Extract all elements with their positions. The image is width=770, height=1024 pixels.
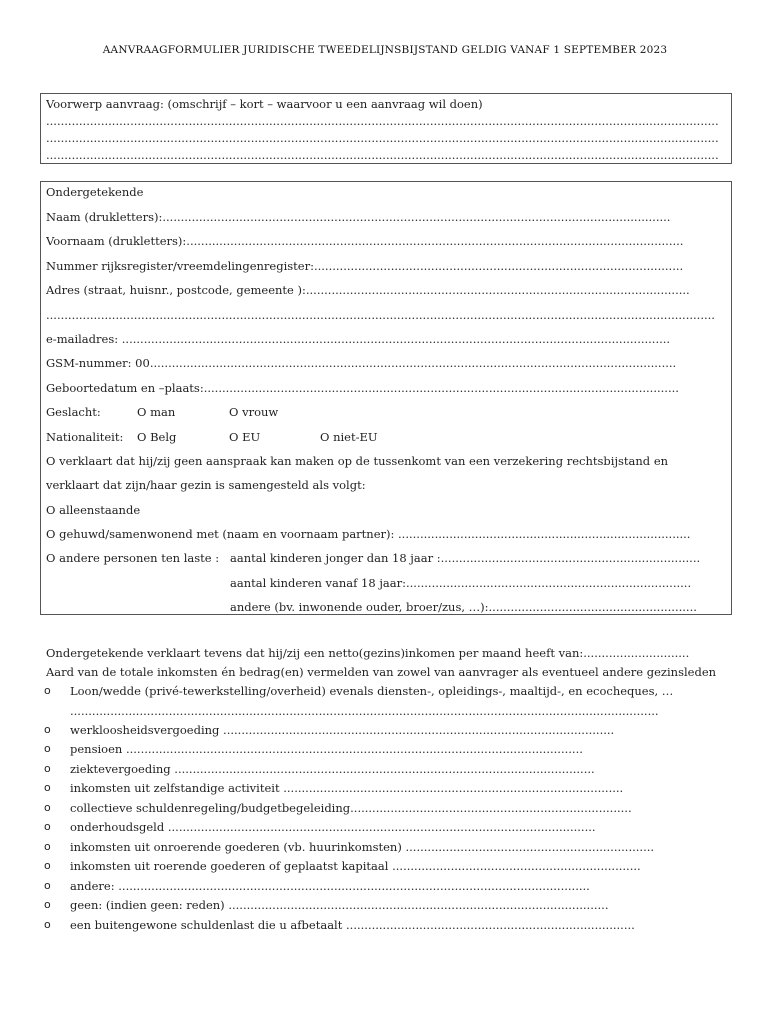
gender-label: Geslacht: [46, 405, 101, 419]
email-field[interactable]: e-mailadres: ...................................................................................................................................................... [46, 332, 671, 346]
undersigned-heading: Ondergetekende [46, 185, 144, 199]
income-item-capital[interactable]: inkomsten uit roerende goederen of geplaatst kapitaal .................................................................... [70, 859, 641, 873]
income-item-sickness[interactable]: ziektevergoeding ................................................................................................................... [70, 762, 595, 776]
married-option[interactable]: O gehuwd/samenwonend met (naam en voornaam partner): ................................................................................ [46, 527, 691, 541]
insurance-declaration[interactable]: O verklaart dat hij/zij geen aanspraak kan maken op de tussenkomt van een verzekering rechtsbijstand en [46, 454, 669, 468]
bullet-icon: o [44, 723, 51, 736]
gender-man-option[interactable]: O man [137, 405, 176, 419]
bullet-icon: o [44, 801, 51, 814]
request-object-label: Voorwerp aanvraag: (omschrijf – kort – waarvoor u een aanvraag wil doen) [46, 97, 483, 111]
income-item-wage-line[interactable]: ................................................................................................................................................................. [70, 704, 659, 718]
income-item-unemployment[interactable]: werkloosheidsvergoeding ........................................................................................................... [70, 723, 615, 737]
firstname-field[interactable]: Voornaam (drukletters):........................................................................................................................................ [46, 234, 684, 248]
kids-18-plus-field[interactable]: aantal kinderen vanaf 18 jaar:.............................................................................. [230, 576, 692, 590]
household-declaration: verklaart dat zijn/haar gezin is samengesteld als volgt: [46, 478, 366, 492]
address-field-line-2[interactable]: ....................................................................................................................................................................................... [46, 308, 715, 322]
page-title: AANVRAAGFORMULIER JURIDISCHE TWEEDELIJNSBIJSTAND GELDIG VANAF 1 SEPTEMBER 2023 [102, 44, 668, 56]
income-instruction: Aard van de totale inkomsten én bedrag(en) vermelden van zowel van aanvrager als eventueel andere gezinsleden [46, 665, 717, 679]
income-item-none[interactable]: geen: (indien geen: reden) ........................................................................................................ [70, 898, 609, 912]
nationality-non-eu-option[interactable]: O niet-EU [320, 430, 378, 444]
bullet-icon: o [44, 859, 51, 872]
income-item-alimony[interactable]: onderhoudsgeld ..................................................................................................................... [70, 820, 596, 834]
register-number-field[interactable]: Nummer rijksregister/vreemdelingenregister:..................................................................................................... [46, 259, 684, 273]
bullet-icon: o [44, 918, 51, 931]
nationality-eu-option[interactable]: O EU [229, 430, 261, 444]
bullet-icon: o [44, 742, 51, 755]
income-item-pension[interactable]: pensioen ............................................................................................................................. [70, 742, 583, 756]
request-object-line-3[interactable]: ........................................................................................................................................................................................ [46, 148, 719, 162]
income-item-self-employed[interactable]: inkomsten uit zelfstandige activiteit ............................................................................................. [70, 781, 624, 795]
dependents-option[interactable]: O andere personen ten laste : [46, 551, 220, 565]
request-object-line-2[interactable]: ........................................................................................................................................................................................ [46, 131, 719, 145]
income-item-real-estate[interactable]: inkomsten uit onroerende goederen (vb. huurinkomsten) .................................................................... [70, 840, 655, 854]
single-option[interactable]: O alleenstaande [46, 503, 141, 517]
bullet-icon: o [44, 840, 51, 853]
gsm-field[interactable]: GSM-nummer: 00................................................................................................................................................ [46, 356, 677, 370]
request-object-line-1[interactable]: ........................................................................................................................................................................................ [46, 114, 719, 128]
gender-woman-option[interactable]: O vrouw [229, 405, 279, 419]
name-field[interactable]: Naam (drukletters):........................................................................................................................................... [46, 210, 671, 224]
bullet-icon: o [44, 820, 51, 833]
income-item-other[interactable]: andere: ................................................................................................................................. [70, 879, 590, 893]
bullet-icon: o [44, 879, 51, 892]
birth-field[interactable]: Geboortedatum en –plaats:.................................................................................................................................. [46, 381, 679, 395]
income-item-wage[interactable]: Loon/wedde (privé-tewerkstelling/overheid) evenals diensten-, opleidings-, maaltijd-, en ecocheques, … [70, 684, 674, 698]
other-dependents-field[interactable]: andere (bv. inwonende ouder, broer/zus, …):......................................................... [230, 600, 697, 614]
bullet-icon: o [44, 762, 51, 775]
nationality-label: Nationaliteit: [46, 430, 124, 444]
bullet-icon: o [44, 898, 51, 911]
net-income-declaration[interactable]: Ondergetekende verklaart tevens dat hij/zij een netto(gezins)inkomen per maand heeft van:............................. [46, 646, 690, 660]
income-item-debt-settlement[interactable]: collectieve schuldenregeling/budgetbegeleiding............................................................................. [70, 801, 632, 815]
address-field[interactable]: Adres (straat, huisnr., postcode, gemeente ):......................................................................................................... [46, 283, 690, 297]
nationality-belg-option[interactable]: O Belg [137, 430, 177, 444]
income-item-extra-debt[interactable]: een buitengewone schuldenlast die u afbetaalt ............................................................................... [70, 918, 635, 932]
bullet-icon: o [44, 781, 51, 794]
kids-under-18-field[interactable]: aantal kinderen jonger dan 18 jaar :....................................................................... [230, 551, 701, 565]
bullet-icon: o [44, 684, 51, 697]
